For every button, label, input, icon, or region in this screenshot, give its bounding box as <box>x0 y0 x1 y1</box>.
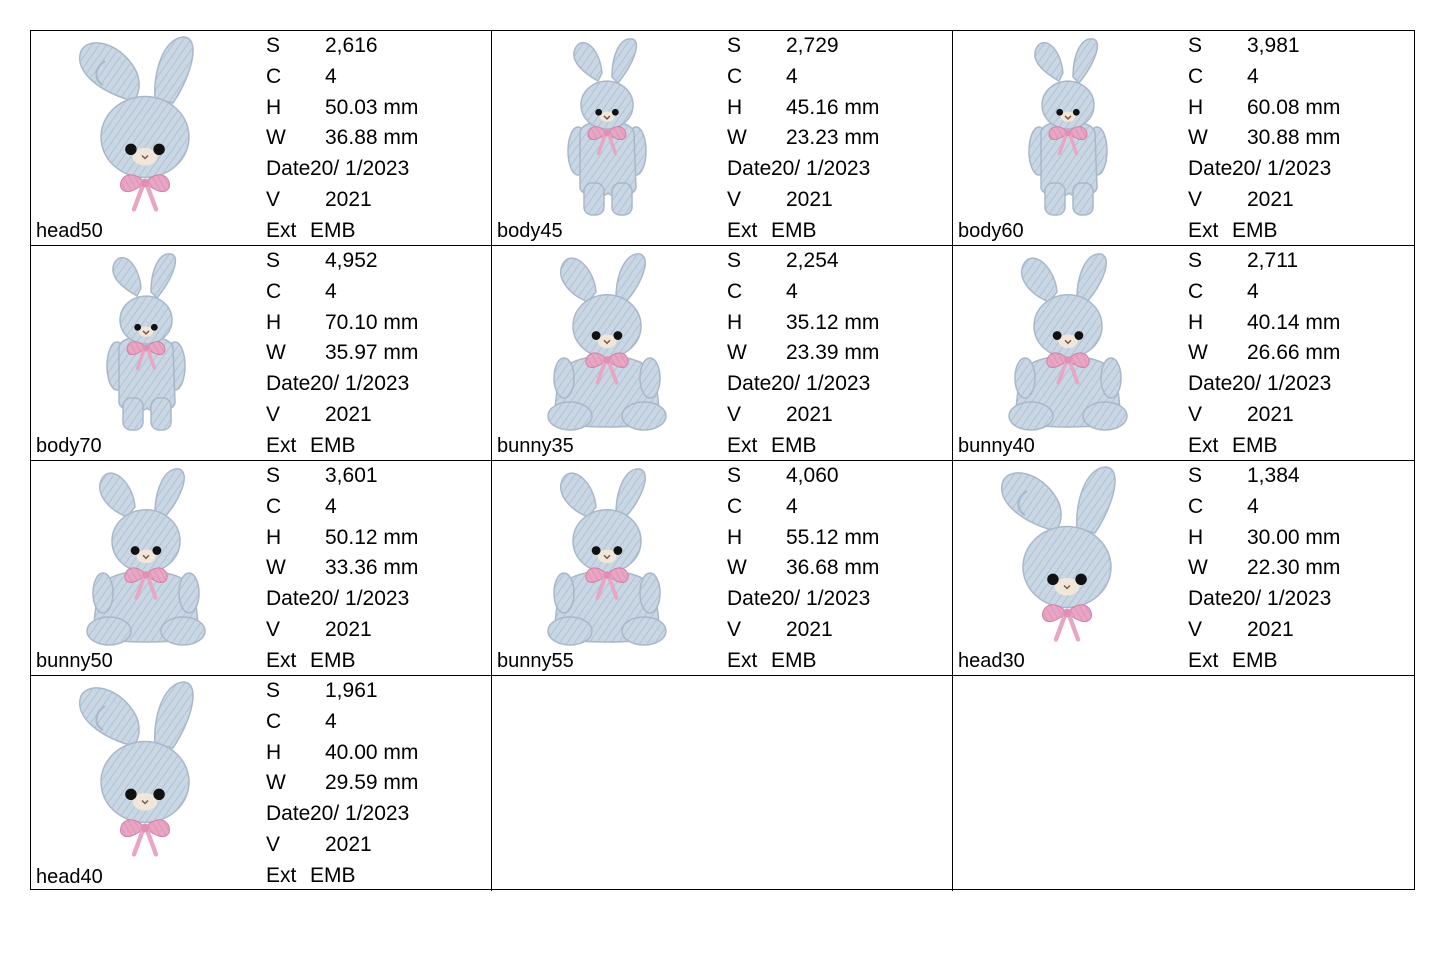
info-label: Ext <box>727 218 758 242</box>
info-label: V <box>266 187 281 211</box>
design-cell[interactable] <box>31 461 492 676</box>
info-value: 4 <box>1247 494 1259 518</box>
info-label: V <box>727 402 742 426</box>
info-value: EMB <box>310 433 356 457</box>
info-label: Ext <box>1188 433 1219 457</box>
info-value: 1,961 <box>325 679 378 702</box>
info-value: 4 <box>786 494 798 518</box>
info-value: 3,601 <box>325 464 378 487</box>
info-value: 20/ 1/2023 <box>310 587 410 611</box>
info-label: C <box>727 64 743 88</box>
info-label: W <box>727 556 747 580</box>
info-value: 4 <box>325 709 337 733</box>
info-value: 2021 <box>786 187 833 211</box>
info-label: H <box>266 310 282 334</box>
info-value: EMB <box>1232 218 1278 242</box>
info-label: Ext <box>727 433 758 457</box>
info-value: EMB <box>310 218 356 242</box>
design-name: head50 <box>36 220 103 242</box>
info-value: 20/ 1/2023 <box>1232 587 1332 611</box>
design-cell[interactable] <box>953 461 1414 676</box>
info-label: C <box>266 64 282 88</box>
info-value: 20/ 1/2023 <box>310 157 410 181</box>
info-label: S <box>727 249 742 272</box>
info-value: 30.00 mm <box>1247 525 1341 549</box>
info-label: Ext <box>727 648 758 672</box>
info-value: 20/ 1/2023 <box>1232 157 1332 181</box>
info-label: H <box>1188 95 1204 119</box>
info-label: S <box>1188 464 1203 487</box>
info-value: EMB <box>310 648 356 672</box>
info-value: 35.12 mm <box>786 310 880 334</box>
info-label: S <box>727 34 742 57</box>
info-label: W <box>266 341 286 365</box>
info-value: 55.12 mm <box>786 525 880 549</box>
design-name: head40 <box>36 866 103 888</box>
bunny-embroidery-thumbnail[interactable] <box>524 248 684 434</box>
info-value: 20/ 1/2023 <box>1232 372 1332 396</box>
info-value: EMB <box>310 863 356 887</box>
info-value: 4 <box>1247 279 1259 303</box>
info-value: 23.39 mm <box>786 341 880 365</box>
info-label: Date <box>727 587 772 611</box>
info-label: Ext <box>266 433 297 457</box>
info-value: 2021 <box>1247 187 1294 211</box>
bunny-embroidery-thumbnail[interactable] <box>524 463 684 649</box>
info-value: 2021 <box>1247 617 1294 641</box>
info-label: H <box>1188 525 1204 549</box>
info-label: Date <box>1188 157 1233 181</box>
info-value: EMB <box>1232 648 1278 672</box>
design-cell[interactable] <box>492 461 953 676</box>
info-label: V <box>727 187 742 211</box>
info-label: Ext <box>1188 218 1219 242</box>
info-value: 30.88 mm <box>1247 126 1341 150</box>
design-cell[interactable] <box>492 246 953 461</box>
info-label: Ext <box>266 863 297 887</box>
design-cell[interactable] <box>31 676 492 891</box>
head-embroidery-thumbnail[interactable] <box>63 33 223 219</box>
bunny-embroidery-thumbnail[interactable] <box>985 248 1145 434</box>
info-label: C <box>727 279 743 303</box>
info-label: W <box>727 341 747 365</box>
info-value: 2021 <box>786 617 833 641</box>
info-value: 1,384 <box>1247 464 1300 487</box>
info-value: 36.68 mm <box>786 556 880 580</box>
info-value: 50.03 mm <box>325 95 419 119</box>
info-value: 20/ 1/2023 <box>771 157 871 181</box>
info-value: 70.10 mm <box>325 310 419 334</box>
info-value: 3,981 <box>1247 34 1300 57</box>
info-label: H <box>727 525 743 549</box>
info-value: 40.00 mm <box>325 740 419 764</box>
info-label: S <box>727 464 742 487</box>
design-name: bunny55 <box>497 650 574 672</box>
info-value: 50.12 mm <box>325 525 419 549</box>
info-label: H <box>266 95 282 119</box>
design-name: body45 <box>497 220 563 242</box>
info-label: V <box>1188 187 1203 211</box>
info-label: Date <box>266 372 311 396</box>
info-label: H <box>727 95 743 119</box>
bunny-embroidery-thumbnail[interactable] <box>63 463 223 649</box>
info-label: C <box>266 709 282 733</box>
info-label: W <box>266 771 286 795</box>
design-name: bunny40 <box>958 435 1035 457</box>
info-label: C <box>266 494 282 518</box>
info-label: C <box>1188 64 1204 88</box>
info-label: V <box>266 617 281 641</box>
info-label: W <box>727 126 747 150</box>
info-label: S <box>266 34 281 57</box>
info-value: EMB <box>1232 433 1278 457</box>
design-name: body70 <box>36 435 102 457</box>
info-label: Date <box>266 157 311 181</box>
info-value: 20/ 1/2023 <box>771 372 871 396</box>
info-value: 45.16 mm <box>786 95 880 119</box>
info-label: H <box>1188 310 1204 334</box>
empty-cell <box>492 676 953 891</box>
info-value: 23.23 mm <box>786 126 880 150</box>
info-value: 22.30 mm <box>1247 556 1341 580</box>
info-value: 4 <box>325 279 337 303</box>
info-label: H <box>266 525 282 549</box>
info-label: S <box>266 679 281 702</box>
info-value: 2,616 <box>325 34 378 57</box>
design-name: bunny50 <box>36 650 113 672</box>
info-label: H <box>266 740 282 764</box>
info-value: 33.36 mm <box>325 556 419 580</box>
head-embroidery-thumbnail[interactable] <box>63 678 223 864</box>
info-value: 20/ 1/2023 <box>771 587 871 611</box>
empty-cell <box>953 676 1414 891</box>
info-label: V <box>266 832 281 856</box>
design-name: bunny35 <box>497 435 574 457</box>
info-value: 2021 <box>786 402 833 426</box>
info-label: C <box>1188 494 1204 518</box>
info-value: 4 <box>325 64 337 88</box>
design-name: head30 <box>958 650 1025 672</box>
info-value: EMB <box>771 433 817 457</box>
info-value: 40.14 mm <box>1247 310 1341 334</box>
body-embroidery-thumbnail[interactable] <box>985 33 1145 219</box>
info-value: 20/ 1/2023 <box>310 802 410 826</box>
info-value: 2,711 <box>1247 249 1298 272</box>
info-value: 4 <box>325 494 337 518</box>
info-label: Date <box>266 802 311 826</box>
design-cell[interactable] <box>31 246 492 461</box>
info-label: Ext <box>1188 648 1219 672</box>
info-value: EMB <box>771 648 817 672</box>
info-value: 2,729 <box>786 34 839 57</box>
info-value: 2021 <box>325 617 372 641</box>
info-value: 36.88 mm <box>325 126 419 150</box>
info-label: H <box>727 310 743 334</box>
info-label: Date <box>266 587 311 611</box>
info-value: 2,254 <box>786 249 839 272</box>
info-label: S <box>266 249 281 272</box>
info-label: W <box>266 556 286 580</box>
design-cell[interactable] <box>492 31 953 246</box>
info-value: 20/ 1/2023 <box>310 372 410 396</box>
info-label: S <box>266 464 281 487</box>
info-value: 29.59 mm <box>325 771 419 795</box>
info-label: S <box>1188 249 1203 272</box>
info-label: Date <box>727 372 772 396</box>
info-value: 60.08 mm <box>1247 95 1341 119</box>
info-label: W <box>1188 341 1208 365</box>
info-label: Ext <box>266 648 297 672</box>
info-value: 4 <box>786 64 798 88</box>
info-label: Date <box>1188 587 1233 611</box>
info-label: Date <box>727 157 772 181</box>
info-label: V <box>266 402 281 426</box>
info-label: V <box>1188 402 1203 426</box>
info-label: C <box>1188 279 1204 303</box>
design-name: body60 <box>958 220 1024 242</box>
head-embroidery-thumbnail[interactable] <box>985 463 1145 649</box>
info-value: 26.66 mm <box>1247 341 1341 365</box>
info-value: 2021 <box>1247 402 1294 426</box>
design-sheet <box>30 30 1415 890</box>
info-label: Ext <box>266 218 297 242</box>
body-embroidery-thumbnail[interactable] <box>63 248 223 434</box>
body-embroidery-thumbnail[interactable] <box>524 33 684 219</box>
info-value: 4,952 <box>325 249 378 272</box>
info-label: S <box>1188 34 1203 57</box>
design-cell[interactable] <box>953 246 1414 461</box>
info-label: C <box>727 494 743 518</box>
info-value: 2021 <box>325 402 372 426</box>
info-value: 4 <box>786 279 798 303</box>
info-label: C <box>266 279 282 303</box>
info-label: W <box>1188 556 1208 580</box>
info-label: Date <box>1188 372 1233 396</box>
info-label: W <box>266 126 286 150</box>
info-label: V <box>727 617 742 641</box>
info-label: V <box>1188 617 1203 641</box>
info-value: 2021 <box>325 187 372 211</box>
design-cell[interactable] <box>953 31 1414 246</box>
info-value: 2021 <box>325 832 372 856</box>
design-cell[interactable] <box>31 31 492 246</box>
info-value: 4,060 <box>786 464 839 487</box>
info-value: 35.97 mm <box>325 341 419 365</box>
info-value: 4 <box>1247 64 1259 88</box>
info-value: EMB <box>771 218 817 242</box>
info-label: W <box>1188 126 1208 150</box>
